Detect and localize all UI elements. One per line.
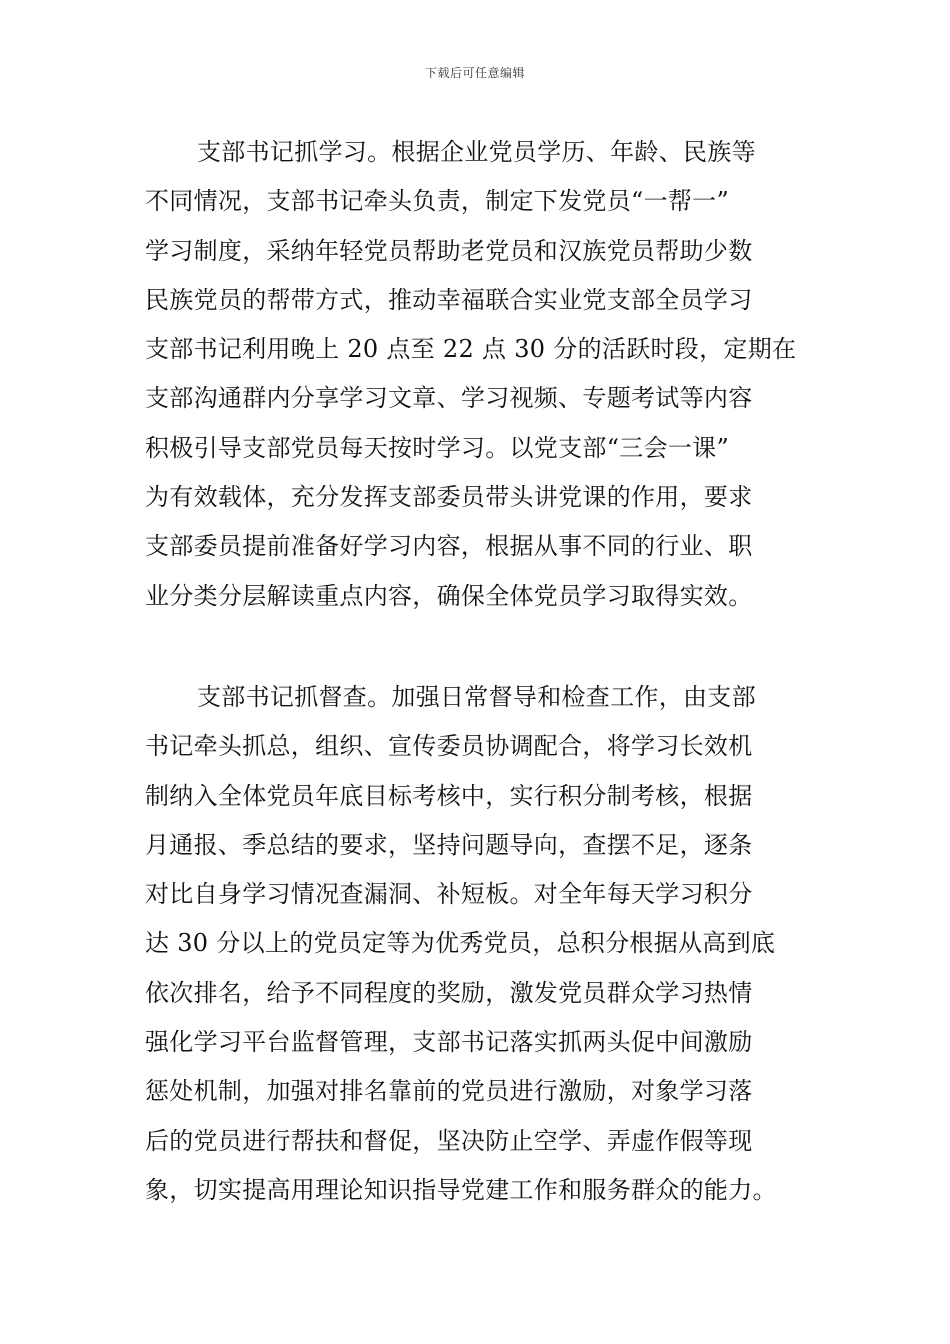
text-line: 达 30 分以上的党员定等为优秀党员，总积分根据从高到底 — [145, 929, 776, 958]
text-line: 书记牵头抓总，组织、宣传委员协调配合，将学习长效机 — [145, 732, 753, 761]
text-line: 学习制度，采纳年轻党员帮助老党员和汉族党员帮助少数 — [145, 236, 753, 265]
text-line: 月通报、季总结的要求，坚持问题导向，查摆不足，逐条 — [145, 830, 753, 859]
text-line: 支部委员提前准备好学习内容，根据从事不同的行业、职 — [145, 532, 753, 561]
paragraph-study — [145, 128, 807, 621]
text-line: 依次排名，给予不同程度的奖励，激发党员群众学习热情 — [145, 978, 753, 1007]
text-line: 对比自身学习情况查漏洞、补短板。对全年每天学习积分 — [145, 880, 753, 909]
text-line: 积极引导支部党员每天按时学习。以党支部“三会一课” — [145, 433, 730, 462]
text-line: 强化学习平台监督管理，支部书记落实抓两头促中间激励 — [145, 1028, 753, 1057]
document-body — [145, 128, 807, 1215]
text-line: 支部书记利用晚上 20 点至 22 点 30 分的活跃时段，定期在 — [145, 335, 797, 364]
page-header-note: 下载后可任意编辑 — [424, 66, 525, 80]
text-line: 为有效载体，充分发挥支部委员带头讲党课的作用，要求 — [145, 483, 753, 512]
text-line: 支部书记抓督查。加强日常督导和检查工作，由支部 — [197, 682, 756, 711]
text-line: 惩处机制，加强对排名靠前的党员进行激励，对象学习落 — [145, 1077, 753, 1106]
text-line: 制纳入全体党员年底目标考核中，实行积分制考核，根据 — [145, 781, 753, 810]
text-line: 象，切实提高用理论知识指导党建工作和服务群众的能力。 — [145, 1175, 777, 1204]
text-line: 后的党员进行帮扶和督促，坚决防止空学、弄虚作假等现 — [145, 1126, 753, 1155]
text-line: 支部书记抓学习。根据企业党员学历、年龄、民族等 — [197, 138, 756, 166]
paragraph-gap — [145, 621, 807, 673]
text-line: 民族党员的帮带方式，推动幸福联合实业党支部全员学习 — [145, 285, 753, 314]
text-line: 业分类分层解读重点内容，确保全体党员学习取得实效。 — [145, 581, 753, 610]
text-line: 不同情况，支部书记牵头负责，制定下发党员“一帮一” — [145, 187, 730, 216]
text-line: 支部沟通群内分享学习文章、学习视频、专题考试等内容 — [145, 384, 753, 413]
paragraph-supervision — [145, 673, 807, 1215]
